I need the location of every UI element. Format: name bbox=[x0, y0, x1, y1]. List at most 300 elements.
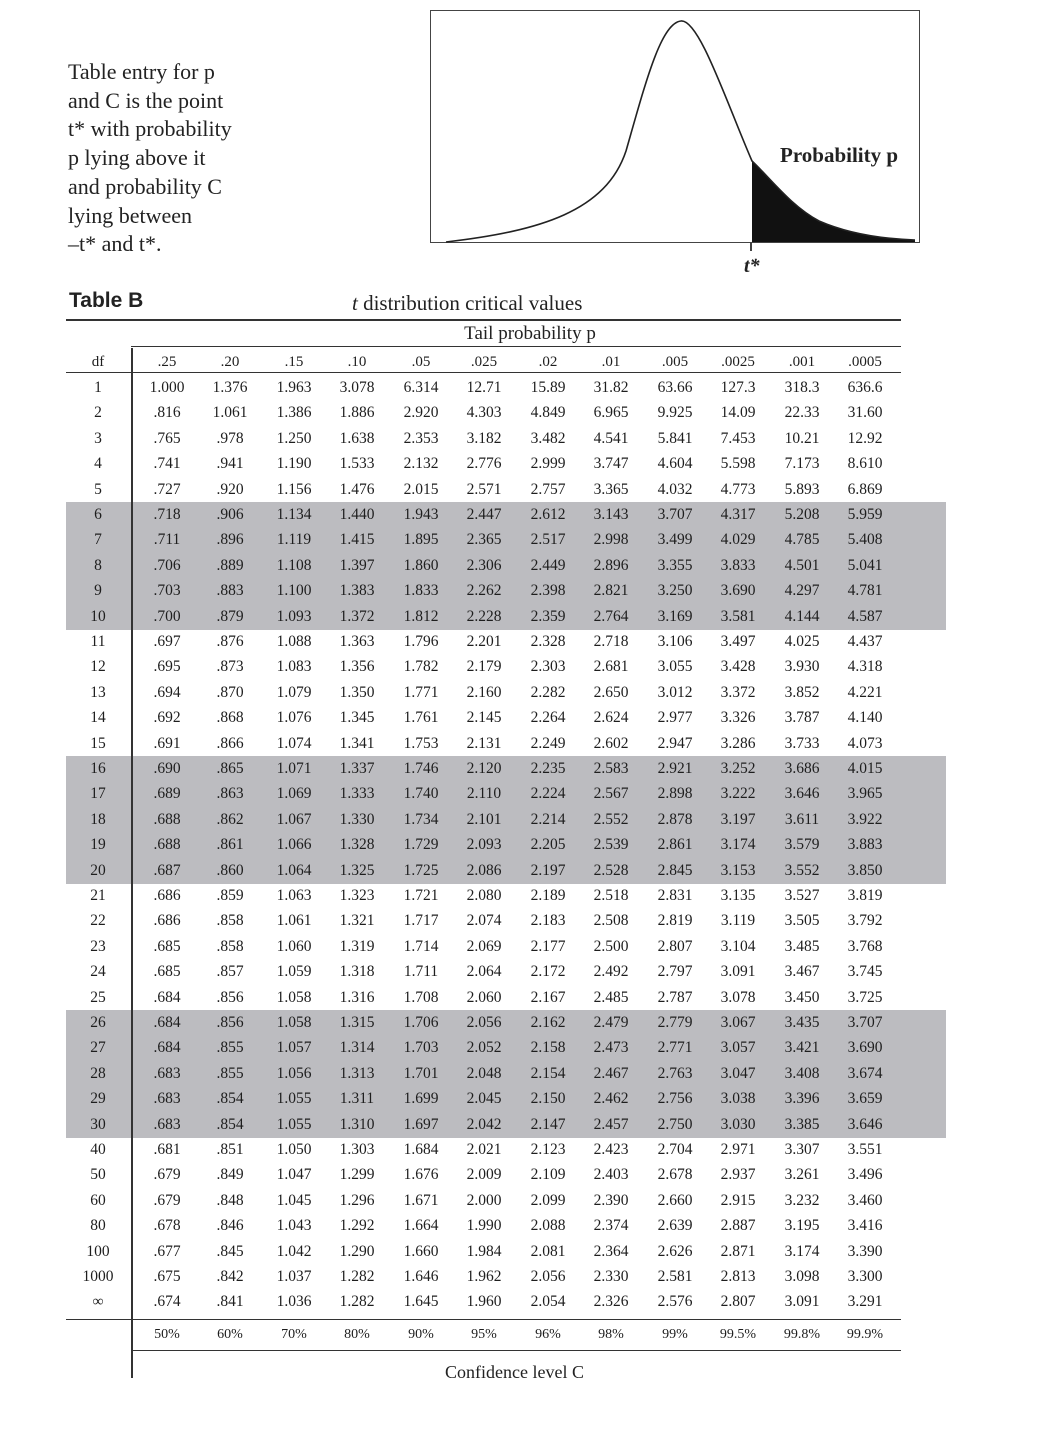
df-cell: 100 bbox=[86, 1242, 110, 1260]
critical-value-cell: 3.047 bbox=[720, 1064, 756, 1082]
critical-value-cell: 1.303 bbox=[339, 1141, 375, 1158]
critical-value-cell: .688 bbox=[153, 810, 181, 828]
critical-value-cell: 1.645 bbox=[403, 1293, 439, 1311]
critical-value-cell: 2.581 bbox=[657, 1268, 693, 1285]
critical-value-cell: 2.779 bbox=[657, 1014, 693, 1031]
critical-value-cell: 2.971 bbox=[720, 1141, 756, 1158]
critical-value-cell: .978 bbox=[216, 429, 244, 447]
table-row bbox=[0, 1289, 1053, 1315]
critical-value-cell: 1.043 bbox=[276, 1217, 312, 1235]
critical-value-cell: 2.915 bbox=[720, 1191, 756, 1209]
critical-value-cell: 1.341 bbox=[339, 734, 375, 752]
critical-value-cell: 2.750 bbox=[657, 1115, 693, 1133]
critical-value-cell: .686 bbox=[153, 912, 181, 930]
critical-value-cell: .889 bbox=[216, 556, 244, 574]
critical-value-cell: 1.299 bbox=[339, 1166, 375, 1184]
tail-prob-header: .0005 bbox=[848, 354, 882, 370]
critical-value-cell: 2.977 bbox=[657, 709, 693, 727]
critical-value-cell: 2.064 bbox=[466, 963, 502, 981]
critical-value-cell: 2.999 bbox=[530, 455, 566, 473]
critical-value-cell: 2.069 bbox=[466, 937, 502, 955]
table-row bbox=[0, 375, 1053, 401]
df-cell: 20 bbox=[90, 861, 106, 879]
critical-value-cell: .873 bbox=[216, 658, 244, 676]
critical-value-cell: 2.898 bbox=[657, 785, 693, 803]
critical-value-cell: 4.032 bbox=[657, 480, 693, 498]
critical-value-cell: 1.708 bbox=[403, 988, 439, 1006]
critical-value-cell: .816 bbox=[153, 404, 181, 422]
critical-value-cell: 2.048 bbox=[466, 1064, 502, 1082]
critical-value-cell: 1.415 bbox=[339, 531, 375, 549]
critical-value-cell: 1.059 bbox=[276, 963, 312, 981]
tail-probability-label: Tail probability p bbox=[464, 323, 596, 344]
critical-value-cell: 2.197 bbox=[530, 861, 566, 879]
critical-value-cell: .865 bbox=[216, 760, 244, 777]
critical-value-cell: .681 bbox=[153, 1141, 181, 1158]
critical-value-cell: .685 bbox=[153, 963, 181, 981]
critical-value-cell: 3.291 bbox=[847, 1293, 883, 1311]
critical-value-cell: 2.626 bbox=[657, 1242, 693, 1260]
critical-value-cell: 3.119 bbox=[720, 912, 756, 930]
critical-value-cell: 1.725 bbox=[403, 861, 439, 879]
critical-value-cell: 1.714 bbox=[403, 937, 439, 955]
critical-value-cell: 3.659 bbox=[847, 1090, 883, 1108]
critical-value-cell: 2.473 bbox=[593, 1039, 629, 1057]
critical-value-cell: 2.110 bbox=[466, 785, 502, 803]
df-cell: 23 bbox=[90, 937, 106, 955]
table-row bbox=[0, 1137, 1053, 1163]
critical-value-cell: 1.962 bbox=[466, 1268, 502, 1285]
critical-value-cell: 3.300 bbox=[847, 1268, 883, 1285]
critical-value-cell: 5.208 bbox=[784, 506, 820, 523]
critical-value-cell: 2.457 bbox=[593, 1115, 629, 1133]
critical-value-cell: 2.500 bbox=[593, 937, 629, 955]
table-row bbox=[0, 1010, 1053, 1036]
critical-value-cell: 2.757 bbox=[530, 480, 566, 498]
critical-value-cell: 3.930 bbox=[784, 658, 820, 676]
critical-value-cell: 1.074 bbox=[276, 734, 312, 752]
critical-value-cell: 2.467 bbox=[593, 1064, 629, 1082]
critical-value-cell: 1.064 bbox=[276, 861, 312, 879]
table-row bbox=[0, 1112, 1053, 1138]
critical-value-cell: 2.921 bbox=[657, 760, 693, 777]
critical-value-cell: 318.3 bbox=[784, 379, 820, 396]
critical-value-cell: 2.567 bbox=[593, 785, 629, 803]
critical-value-cell: 3.552 bbox=[784, 861, 820, 879]
critical-value-cell: 1.664 bbox=[403, 1217, 439, 1235]
critical-value-cell: 1.638 bbox=[339, 429, 375, 447]
df-cell: 14 bbox=[90, 709, 106, 727]
confidence-level: 80% bbox=[344, 1327, 370, 1342]
critical-value-cell: 2.583 bbox=[593, 760, 629, 777]
critical-value-cell: 2.947 bbox=[657, 734, 693, 752]
critical-value-cell: 2.101 bbox=[466, 810, 502, 828]
critical-value-cell: 31.82 bbox=[593, 379, 629, 396]
critical-value-cell: 3.745 bbox=[847, 963, 883, 981]
tail-prob-header: .05 bbox=[411, 354, 431, 370]
critical-value-cell: 3.222 bbox=[720, 785, 756, 803]
critical-value-cell: 2.145 bbox=[466, 709, 502, 727]
critical-value-cell: 2.353 bbox=[403, 429, 439, 447]
critical-value-cell: 3.416 bbox=[847, 1217, 883, 1235]
critical-value-cell: .854 bbox=[216, 1115, 244, 1133]
critical-value-cell: 3.197 bbox=[720, 810, 756, 828]
critical-value-cell: .860 bbox=[216, 861, 244, 879]
df-header: df bbox=[91, 354, 105, 370]
table-row bbox=[0, 883, 1053, 909]
critical-value-cell: 2.639 bbox=[657, 1217, 693, 1235]
bottom-rule bbox=[66, 1319, 901, 1320]
critical-value-cell: .697 bbox=[153, 633, 181, 650]
critical-value-cell: 1.047 bbox=[276, 1166, 312, 1184]
critical-value-cell: 1.311 bbox=[339, 1090, 375, 1108]
critical-value-cell: 2.326 bbox=[593, 1293, 629, 1311]
critical-value-cell: 4.785 bbox=[784, 531, 820, 549]
critical-value-cell: 1.323 bbox=[339, 887, 375, 904]
critical-value-cell: 3.396 bbox=[784, 1090, 820, 1108]
critical-value-cell: .727 bbox=[153, 480, 181, 498]
critical-value-cell: 1.376 bbox=[212, 379, 248, 396]
critical-value-cell: 3.182 bbox=[466, 429, 502, 447]
critical-value-cell: 15.89 bbox=[530, 379, 566, 396]
critical-value-cell: 3.428 bbox=[720, 658, 756, 676]
critical-value-cell: 3.098 bbox=[784, 1268, 820, 1285]
critical-value-cell: 2.819 bbox=[657, 912, 693, 930]
critical-value-cell: 2.088 bbox=[530, 1217, 566, 1235]
table-row bbox=[0, 451, 1053, 477]
critical-value-cell: 1.290 bbox=[339, 1242, 375, 1260]
critical-value-cell: 2.147 bbox=[530, 1115, 566, 1133]
critical-value-cell: 1.833 bbox=[403, 582, 439, 600]
critical-value-cell: .689 bbox=[153, 785, 181, 803]
critical-value-cell: 2.571 bbox=[466, 480, 502, 498]
critical-value-cell: 4.297 bbox=[784, 582, 820, 600]
tail-prob-header: .25 bbox=[157, 354, 177, 370]
critical-value-cell: 3.326 bbox=[720, 709, 756, 727]
critical-value-cell: 1.684 bbox=[403, 1141, 439, 1158]
critical-value-cell: 2.201 bbox=[466, 633, 502, 650]
critical-value-cell: 2.249 bbox=[530, 734, 566, 752]
critical-value-cell: 3.250 bbox=[657, 582, 693, 600]
critical-value-cell: 3.408 bbox=[784, 1064, 820, 1082]
critical-value-cell: 1.740 bbox=[403, 785, 439, 803]
critical-value-cell: 2.624 bbox=[593, 709, 629, 727]
density-curve bbox=[446, 21, 915, 242]
critical-value-cell: 7.453 bbox=[720, 429, 756, 447]
critical-value-cell: 2.021 bbox=[466, 1141, 502, 1158]
confidence-level: 98% bbox=[598, 1327, 624, 1342]
critical-value-cell: 1.984 bbox=[466, 1242, 502, 1260]
table-row bbox=[0, 400, 1053, 426]
df-cell: 18 bbox=[90, 810, 106, 828]
critical-value-cell: .683 bbox=[153, 1090, 181, 1108]
critical-value-cell: 3.038 bbox=[720, 1090, 756, 1108]
table-row bbox=[0, 959, 1053, 985]
critical-value-cell: 1.076 bbox=[276, 709, 312, 727]
df-cell: 8 bbox=[94, 556, 102, 574]
critical-value-cell: 1.063 bbox=[276, 887, 312, 904]
table-row bbox=[0, 858, 1053, 884]
critical-value-cell: 2.154 bbox=[530, 1064, 566, 1082]
critical-value-cell: 4.303 bbox=[466, 404, 502, 422]
critical-value-cell: 3.787 bbox=[784, 709, 820, 727]
critical-value-cell: .858 bbox=[216, 912, 244, 930]
critical-value-cell: 3.135 bbox=[720, 887, 756, 904]
df-cell: 16 bbox=[90, 760, 106, 777]
critical-value-cell: 3.078 bbox=[339, 379, 375, 396]
df-cell: 15 bbox=[90, 734, 106, 752]
critical-value-cell: 1.440 bbox=[339, 506, 375, 523]
critical-value-cell: 3.153 bbox=[720, 861, 756, 879]
critical-value-cell: .690 bbox=[153, 760, 181, 777]
critical-value-cell: 2.009 bbox=[466, 1166, 502, 1184]
critical-value-cell: 2.150 bbox=[530, 1090, 566, 1108]
critical-value-cell: 3.496 bbox=[847, 1166, 883, 1184]
critical-value-cell: 4.587 bbox=[847, 607, 883, 625]
critical-value-cell: 2.000 bbox=[466, 1191, 502, 1209]
critical-value-cell: 1.100 bbox=[276, 582, 312, 600]
critical-value-cell: 3.485 bbox=[784, 937, 820, 955]
critical-value-cell: 1.325 bbox=[339, 861, 375, 879]
critical-value-cell: 3.482 bbox=[530, 429, 566, 447]
critical-value-cell: 1.337 bbox=[339, 760, 375, 777]
critical-value-cell: 1.350 bbox=[339, 683, 375, 701]
confidence-level: 50% bbox=[154, 1327, 180, 1342]
critical-value-cell: 2.764 bbox=[593, 607, 629, 625]
df-cell: 9 bbox=[94, 582, 102, 600]
df-cell: 80 bbox=[90, 1217, 106, 1235]
critical-value-cell: 2.074 bbox=[466, 912, 502, 930]
df-cell: 26 bbox=[90, 1014, 106, 1031]
critical-value-cell: 1.050 bbox=[276, 1141, 312, 1158]
critical-value-cell: 2.228 bbox=[466, 607, 502, 625]
tail-prob-header: .001 bbox=[788, 354, 816, 370]
table-title-rest: distribution critical values bbox=[357, 291, 583, 315]
critical-value-cell: 2.123 bbox=[530, 1141, 566, 1158]
critical-value-cell: .718 bbox=[153, 506, 181, 523]
critical-value-cell: 2.086 bbox=[466, 861, 502, 879]
tail-prob-header: .0025 bbox=[721, 354, 755, 370]
table-row bbox=[0, 1264, 1053, 1290]
header-rule bbox=[66, 372, 901, 373]
critical-value-cell: 2.056 bbox=[466, 1014, 502, 1031]
critical-value-cell: 1.386 bbox=[276, 404, 312, 422]
critical-value-cell: .855 bbox=[216, 1039, 244, 1057]
critical-value-cell: 3.232 bbox=[784, 1191, 820, 1209]
df-cell: 60 bbox=[90, 1191, 106, 1209]
critical-value-cell: 4.073 bbox=[847, 734, 883, 752]
critical-value-cell: 2.235 bbox=[530, 760, 566, 777]
critical-value-cell: 2.447 bbox=[466, 506, 502, 523]
critical-value-cell: 1.057 bbox=[276, 1039, 312, 1057]
critical-value-cell: 1.292 bbox=[339, 1217, 375, 1235]
tail-prob-header: .20 bbox=[220, 354, 240, 370]
critical-value-cell: 9.925 bbox=[657, 404, 693, 422]
critical-value-cell: 2.650 bbox=[593, 683, 629, 701]
table-row bbox=[0, 985, 1053, 1011]
critical-value-cell: 4.144 bbox=[784, 607, 820, 625]
critical-value-cell: 1.316 bbox=[339, 988, 375, 1006]
critical-value-cell: 1.990 bbox=[466, 1217, 502, 1235]
critical-value-cell: 2.681 bbox=[593, 658, 629, 676]
table-title-var: t bbox=[352, 291, 358, 315]
critical-value-cell: .686 bbox=[153, 887, 181, 904]
critical-value-cell: 636.6 bbox=[847, 379, 883, 396]
critical-value-cell: 1.315 bbox=[339, 1014, 375, 1031]
critical-value-cell: 3.365 bbox=[593, 480, 629, 498]
critical-value-cell: 4.437 bbox=[847, 633, 883, 650]
critical-value-cell: 3.143 bbox=[593, 506, 629, 523]
critical-value-cell: .870 bbox=[216, 683, 244, 701]
critical-value-cell: 2.177 bbox=[530, 937, 566, 955]
critical-value-cell: 3.527 bbox=[784, 887, 820, 904]
critical-value-cell: 1.363 bbox=[339, 633, 375, 650]
table-name: Table B bbox=[69, 289, 144, 312]
critical-value-cell: 3.581 bbox=[720, 607, 756, 625]
critical-value-cell: 1.071 bbox=[276, 760, 312, 777]
critical-value-cell: .854 bbox=[216, 1090, 244, 1108]
critical-value-cell: 2.364 bbox=[593, 1242, 629, 1260]
critical-value-cell: 1.533 bbox=[339, 455, 375, 473]
df-cell: 28 bbox=[90, 1064, 106, 1082]
critical-value-cell: 1.056 bbox=[276, 1064, 312, 1082]
table-row bbox=[0, 629, 1053, 655]
critical-value-cell: 2.821 bbox=[593, 582, 629, 600]
critical-value-cell: 6.869 bbox=[847, 480, 883, 498]
critical-value-cell: 1.282 bbox=[339, 1293, 375, 1311]
critical-value-cell: 2.920 bbox=[403, 404, 439, 422]
critical-value-cell: .692 bbox=[153, 709, 181, 727]
critical-value-cell: 2.528 bbox=[593, 861, 629, 879]
critical-value-cell: 2.179 bbox=[466, 658, 502, 676]
critical-value-cell: 1.963 bbox=[276, 379, 312, 396]
critical-value-cell: 3.707 bbox=[847, 1014, 883, 1031]
confidence-level: 99% bbox=[662, 1327, 688, 1342]
table-row bbox=[0, 553, 1053, 579]
table-row bbox=[0, 1188, 1053, 1214]
critical-value-cell: .678 bbox=[153, 1217, 181, 1235]
critical-value-cell: 1.045 bbox=[276, 1191, 312, 1209]
critical-value-cell: .876 bbox=[216, 633, 244, 650]
critical-value-cell: 3.646 bbox=[847, 1115, 883, 1133]
critical-value-cell: .861 bbox=[216, 836, 244, 854]
tail-prob-header: .01 bbox=[601, 354, 621, 370]
critical-value-cell: 2.998 bbox=[593, 531, 629, 549]
critical-value-cell: 1.960 bbox=[466, 1293, 502, 1311]
critical-value-cell: 2.093 bbox=[466, 836, 502, 854]
critical-value-cell: 4.604 bbox=[657, 455, 693, 473]
table-title bbox=[352, 291, 582, 316]
critical-value-cell: 3.106 bbox=[657, 633, 693, 650]
table-row bbox=[0, 680, 1053, 706]
critical-value-cell: 3.385 bbox=[784, 1115, 820, 1133]
critical-value-cell: 2.120 bbox=[466, 760, 502, 777]
critical-value-cell: .845 bbox=[216, 1242, 244, 1260]
critical-value-cell: 2.081 bbox=[530, 1242, 566, 1260]
critical-value-cell: 1.812 bbox=[403, 607, 439, 625]
density-curve-svg bbox=[431, 11, 921, 244]
critical-value-cell: 1.356 bbox=[339, 658, 375, 676]
critical-value-cell: 3.055 bbox=[657, 658, 693, 676]
critical-value-cell: 1.771 bbox=[403, 683, 439, 701]
critical-value-cell: .700 bbox=[153, 607, 181, 625]
table-row bbox=[0, 1162, 1053, 1188]
intro-line: lying between bbox=[68, 202, 193, 228]
critical-value-cell: 1.119 bbox=[276, 531, 312, 549]
table-row bbox=[0, 705, 1053, 731]
confidence-level: 95% bbox=[471, 1327, 497, 1342]
critical-value-cell: 3.355 bbox=[657, 556, 693, 574]
df-cell: 6 bbox=[94, 506, 102, 523]
critical-value-cell: 3.057 bbox=[720, 1039, 756, 1057]
critical-value-cell: 3.690 bbox=[720, 582, 756, 600]
critical-value-cell: 2.365 bbox=[466, 531, 502, 549]
critical-value-cell: 1.060 bbox=[276, 937, 312, 955]
critical-value-cell: 1.066 bbox=[276, 836, 312, 854]
critical-value-cell: 3.850 bbox=[847, 861, 883, 879]
df-cell: 5 bbox=[94, 480, 102, 498]
critical-value-cell: 2.303 bbox=[530, 658, 566, 676]
critical-value-cell: 3.579 bbox=[784, 836, 820, 854]
critical-value-cell: 3.499 bbox=[657, 531, 693, 549]
critical-value-cell: 1.333 bbox=[339, 785, 375, 803]
critical-value-cell: 2.776 bbox=[466, 455, 502, 473]
df-cell: 29 bbox=[90, 1090, 106, 1108]
critical-value-cell: .862 bbox=[216, 810, 244, 828]
critical-value-cell: 1.729 bbox=[403, 836, 439, 854]
critical-value-cell: 2.015 bbox=[403, 480, 439, 498]
critical-value-cell: 2.224 bbox=[530, 785, 566, 803]
critical-value-cell: 1.313 bbox=[339, 1064, 375, 1082]
critical-value-cell: 2.612 bbox=[530, 506, 566, 523]
critical-value-cell: 1.397 bbox=[339, 556, 375, 574]
critical-value-cell: 1.711 bbox=[403, 963, 439, 981]
critical-value-cell: .688 bbox=[153, 836, 181, 854]
critical-value-cell: .841 bbox=[216, 1293, 244, 1311]
critical-value-cell: .879 bbox=[216, 607, 244, 625]
critical-value-cell: .765 bbox=[153, 429, 181, 447]
df-cell: 24 bbox=[90, 963, 106, 981]
critical-value-cell: .857 bbox=[216, 963, 244, 981]
critical-value-cell: 2.861 bbox=[657, 836, 693, 854]
table-row bbox=[0, 807, 1053, 833]
critical-value-cell: 1.321 bbox=[339, 912, 375, 930]
critical-value-cell: 2.787 bbox=[657, 988, 693, 1006]
df-cell: 2 bbox=[94, 404, 102, 422]
table-row bbox=[0, 502, 1053, 528]
critical-value-cell: .846 bbox=[216, 1217, 244, 1235]
critical-value-cell: 1.476 bbox=[339, 480, 375, 498]
critical-value-cell: .920 bbox=[216, 480, 244, 498]
confidence-level: 70% bbox=[281, 1327, 307, 1342]
critical-value-cell: 3.505 bbox=[784, 912, 820, 930]
critical-value-cell: .706 bbox=[153, 556, 181, 574]
critical-value-cell: 4.025 bbox=[784, 633, 820, 650]
critical-value-cell: 4.501 bbox=[784, 556, 820, 574]
table-row bbox=[0, 654, 1053, 680]
critical-value-cell: .675 bbox=[153, 1268, 181, 1285]
df-cell: 1 bbox=[94, 379, 102, 396]
critical-value-cell: 1.069 bbox=[276, 785, 312, 803]
critical-value-cell: 1.000 bbox=[149, 379, 185, 396]
critical-value-cell: 1.037 bbox=[276, 1268, 312, 1285]
intro-line: –t* and t*. bbox=[68, 231, 162, 257]
critical-value-cell: 3.965 bbox=[847, 785, 883, 803]
critical-value-cell: 3.611 bbox=[784, 810, 820, 828]
critical-value-cell: 1.318 bbox=[339, 963, 375, 981]
table-row bbox=[0, 426, 1053, 452]
critical-value-cell: .896 bbox=[216, 531, 244, 549]
